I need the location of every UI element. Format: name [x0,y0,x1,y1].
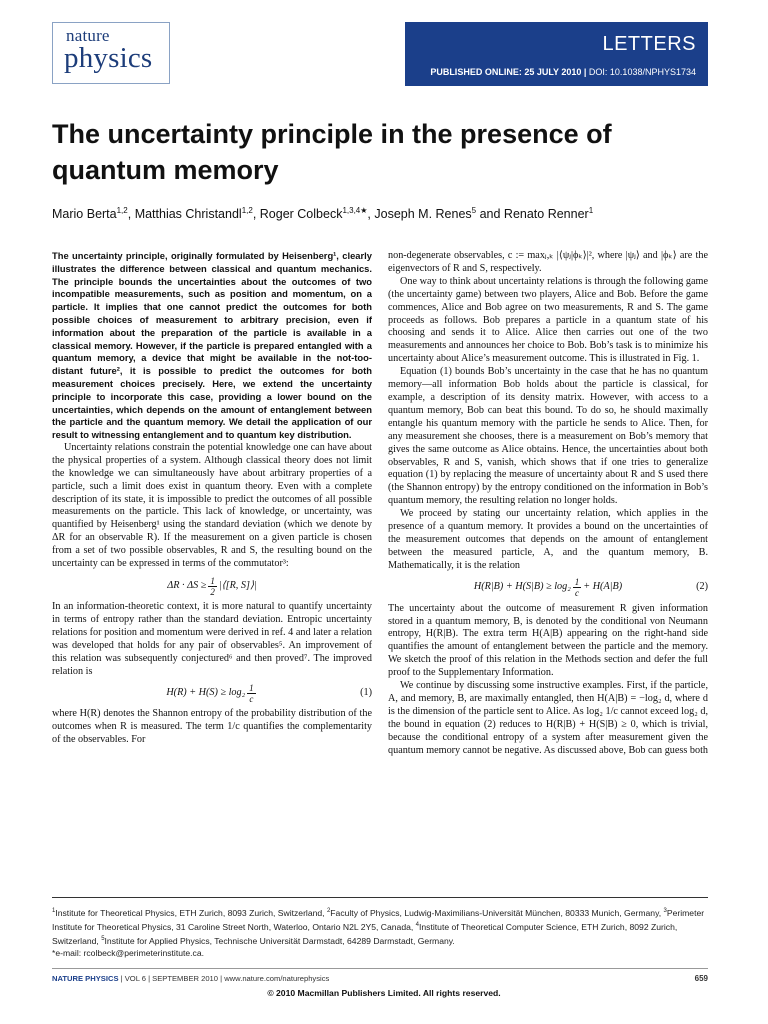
affiliation-number: 4 [415,922,420,929]
affiliation-number: 5 [101,936,105,943]
author-affiliation-marker: 1 [588,206,594,215]
fraction-denominator: c [575,588,580,599]
author-affiliation-marker: 1,2 [116,206,128,215]
equation-fraction [208,576,217,597]
equation-fraction [573,577,582,598]
author-list: Mario Berta$^{1,2}$, Matthias Christandl$^{1,2}$, Roger Colbeck$^{1,3,4★}$, Joseph M. Renes$^5$ and Renato Renner$^1$ [52,206,594,222]
affiliation-number: 2 [326,908,331,914]
affiliation-list [52,908,704,946]
logo-nature-text: nature [66,26,110,45]
author-affiliation-marker: 5 [471,206,477,215]
body-paragraph: We continue by discussing some instructive examples. First, if the particle, A, and memory, B, are maximally entangled, then H(A|B) = −log₂ d, where d is the dimension of the particle sent to Alice. As log₂ 1/c cannot exceed log₂ d, the bound in equation (2) reduces to H(R|B) + H(S|B) ≥ 0, which is trivial, because the conditional entropy of a system after measurement given the quantum memory cannot be negative. As discussed above, Bob can guess both [388,680,708,756]
body-paragraph: Uncertainty relations constrain the potential knowledge one can have about the physical properties of a system. Although classical theory does not limit the knowledge we can simultaneously have about arbitrary properties of a particle, such a limit does exist in quantum theory. Even with a complete description of its state, it is impossible to predict the outcomes of all possible measurements on the particle. This lack of knowledge, or uncertainty, was quantified by Heisenberg¹ using the standard deviation (which we denote by ΔR for an observable R). If the measurement on a given particle is chosen from a set of two possible observables, R and S, the resulting bound on the uncertainty can be expressed in terms of the commutator³: [52,441,372,570]
fraction-denominator: 2 [210,586,215,597]
equation-number: (2) [696,581,708,593]
affiliation-text: Institute of Theoretical Computer Science, ETH Zurich, 8092 Zurich, Switzerland, [52,921,678,946]
affiliation-text: Institute for Applied Physics, Technische Universität Darmstadt, 64289 Darmstadt, Germany. [104,935,455,946]
fraction-denominator: c [249,693,254,704]
affiliation-text: Institute for Theoretical Physics, ETH Zurich, 8093 Zurich, Switzerland, [55,907,327,918]
footer-citation [52,974,329,983]
author-name[interactable]: Mario Berta [52,207,117,222]
published-date: PUBLISHED ONLINE: 25 JULY 2010 [430,67,582,77]
article-title: The uncertainty principle in the presence of quantum memory [52,119,612,185]
body-paragraph: Equation (1) bounds Bob’s uncertainty in the case that he has no quantum memory—all information Bob holds about the particle is classical, for example, a description of its density matrix. However, with access to a quantum memory, Bob can beat this bound. To do so, he should maximally entangle his quantum memory with the particle he sends to Alice. Then, for any measurement she chooses, there is a measurement on Bob’s memory that gives the same outcome as Alice obtains. Hence, the uncertainties about both observables, R and S, vanish, which shows that if one tries to generalize equation (1) by replacing the measure of uncertainty about R and S used there (the Shannon entropy) by the entropy conditioned on the information in Bob’s quantum memory, the resulting relation no longer holds. [388,366,708,507]
author-name[interactable]: Roger Colbeck [259,207,343,222]
abstract: The uncertainty principle, originally formulated by Heisenberg¹, clearly illustrates the difference between classical and quantum mechanics. The principle bounds the uncertainties about the outcomes of two incompatible measurements, such as position and momentum, on a particle. It implies that one cannot predict the outcomes for both possible choices of measurement to arbitrary precision, even if information about the preparation of the particle is available in a classical memory. However, if the particle is prepared entangled with a quantum memory, a device that might be available in the not-too-distant future², it is possible to predict the outcomes for both measurement choices precisely. Here, we extend the uncertainty principle to incorporate this case, providing a lower bound on the uncertainties, which depends on the amount of entanglement between the particle and the quantum memory. We detail the application of our result to witnessing entanglement and to quantum key distribution. [52,250,372,441]
equation-rhs: + H(A|B) [583,581,623,593]
affiliation-text: Perimeter Institute for Theoretical Physics, 31 Caroline Street North, Waterloo, Ontario N2L 2Y5, Canada, [52,907,705,932]
footer-divider [52,968,708,969]
author-affiliation-marker: 1,3,4★ [342,206,368,215]
publication-info [430,67,696,77]
author-name[interactable]: Matthias Christandl [134,207,242,222]
equation-2 [388,573,708,603]
affiliation-text: Faculty of Physics, Ludwig-Maximilians-Universität München, 80333 Munich, Germany, [330,907,664,918]
header-band [405,22,708,86]
logo-physics-text: physics [64,42,153,74]
author-name[interactable]: Renato Renner [503,207,589,222]
left-column [52,250,372,747]
affiliations-footnote [52,905,708,959]
page-number: 659 [694,974,708,983]
footnote-divider [52,897,708,898]
footer-details[interactable]: | VOL 6 | SEPTEMBER 2010 | www.nature.com/naturephysics [118,974,330,983]
section-label: LETTERS [602,33,696,55]
equation-lhs: ΔR · ΔS ≥ [167,579,207,591]
corresponding-email[interactable]: *e-mail: rcolbeck@perimeterinstitute.ca. [52,948,205,959]
body-paragraph: where H(R) denotes the Shannon entropy of the probability distribution of the outcomes when R is measured. The term 1/c quantifies the complementarity of the observables. For [52,708,372,746]
right-column [388,250,708,758]
affiliation-number: 3 [663,908,667,914]
equation-heisenberg [52,571,372,601]
equation-1 [52,678,372,708]
doi-link[interactable]: DOI: 10.1038/NPHYS1734 [588,67,696,77]
equation-lhs: H(R) + H(S) ≥ log₂ [166,687,246,698]
footer-journal-name: NATURE PHYSICS [52,974,119,983]
equation-lhs: H(R|B) + H(S|B) ≥ log₂ [473,581,571,593]
body-paragraph: One way to think about uncertainty relations is through the following game (the uncertainty game) between two players, Alice and Bob. Before the game commences, Alice and Bob agree on two measurements, R and S. The game proceeds as follows. Bob prepares a particle in a quantum state of his choosing and sends it to Alice. Alice then carries out one of the two measurements and announces her choice to Bob. Bob’s task is to minimize his uncertainty about Alice’s measurement outcome. This is illustrated in Fig. 1. [388,275,708,365]
author-name[interactable]: Joseph M. Renes [374,207,472,222]
doi-separator: | [583,67,589,77]
fraction-numerator: 1 [574,577,580,588]
affiliation-number: 1 [52,908,56,914]
equation-number: (1) [360,687,372,698]
fraction-numerator: 1 [249,682,254,693]
author-affiliation-marker: 1,2 [241,206,253,215]
body-paragraph: The uncertainty about the outcome of measurement R given information stored in a quantum memory, B, is denoted by the conditional von Neumann entropy, H(R|B). The extra term H(A|B) appearing on the right-hand side quantifies the amount of entanglement between the particle and the memory. We sketch the proof of this relation in the Methods section and defer the full proof to the Supplementary Information. [388,602,708,679]
copyright-notice: © 2010 Macmillan Publishers Limited. All rights reserved. [267,988,501,998]
equation-rhs: |⟨[R, S]⟩| [218,579,257,591]
body-paragraph: In an information-theoretic context, it is more natural to quantify uncertainty in terms of entropy rather than the standard deviation. Entropic uncertainty relations for position and momentum were derived in ref. 4 and later a relation was developed that holds for any pair of observables⁵. An improvement of this relation was subsequently conjectured⁶ and then proved⁷. The improved relation is [52,601,372,677]
body-paragraph: non-degenerate observables, c := maxⱼ,ₖ |⟨ψⱼ|ϕₖ⟩|², where |ψⱼ⟩ and |ϕₖ⟩ are the eigenvectors of R and S, respectively. [388,250,708,274]
fraction-numerator: 1 [210,575,215,586]
body-paragraph: We proceed by stating our uncertainty relation, which applies in the presence of a quantum memory. It provides a bound on the uncertainties of the measurement outcomes that depends on the amount of entanglement between the measured particle, A, and the quantum memory, B. Mathematically, it is the relation [388,508,708,571]
equation-fraction [247,683,256,704]
